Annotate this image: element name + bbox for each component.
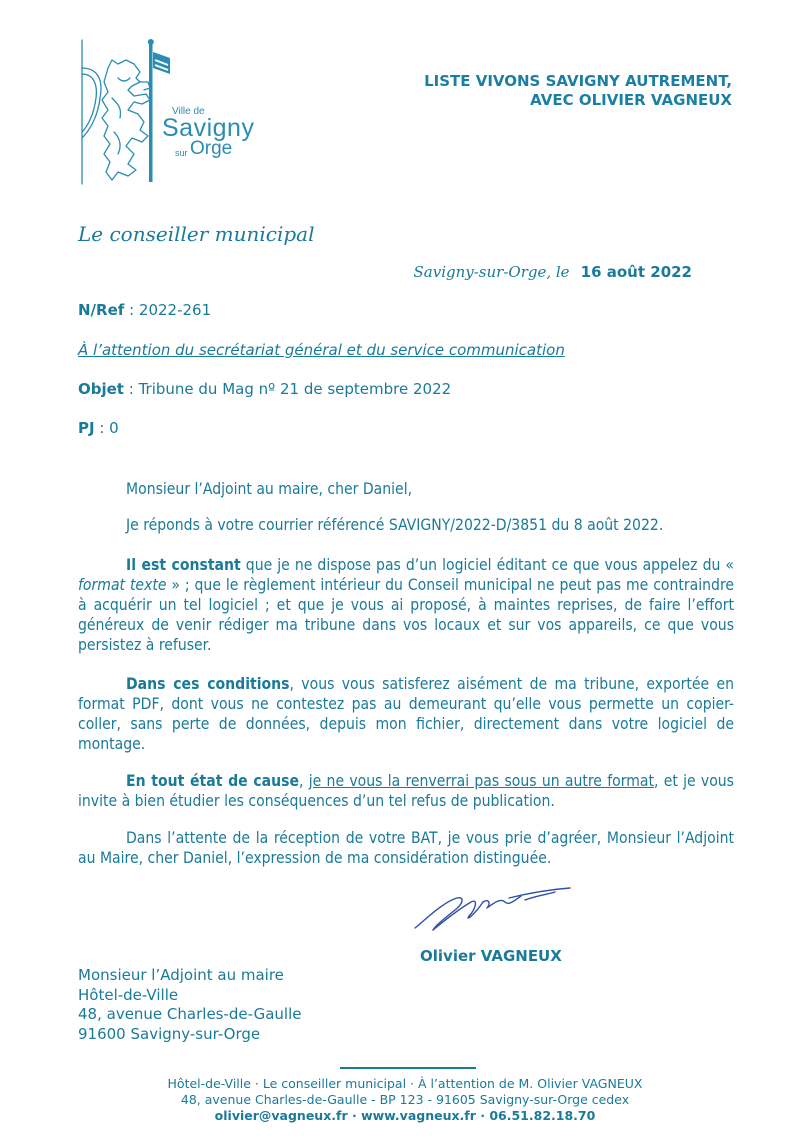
reference-line	[78, 301, 211, 319]
attachments-line	[78, 419, 119, 437]
letter-paragraph-3	[78, 674, 734, 754]
attention-line: À l’attention du secrétariat général et du service communication	[78, 341, 565, 359]
handwritten-signature	[405, 880, 580, 935]
footer-line-2: 48, avenue Charles-de-Gaulle - BP 123 - 91605 Savigny-sur-Orge cedex	[180, 1092, 630, 1107]
logo-ville-de: Ville de	[172, 106, 205, 117]
letter-paragraph-5	[78, 828, 734, 868]
attachments-value: : 0	[99, 419, 119, 437]
letter-paragraph-4	[78, 771, 734, 811]
letter-paragraph-1	[78, 515, 734, 535]
footer-contact: olivier@vagneux.fr · www.vagneux.fr · 06.51.82.18.70	[214, 1108, 596, 1123]
recipient-line-3: 48, avenue Charles-de-Gaulle	[78, 1005, 302, 1023]
salutation-text: Monsieur l’Adjoint au maire, cher Daniel,	[126, 480, 413, 498]
paragraph-2-italic: format texte	[78, 576, 167, 594]
recipient-line-2: Hôtel-de-Ville	[78, 985, 179, 1004]
paragraph-5-text: Dans l’attente de la réception de votre BAT, je vous prie d’agréer, Monsieur l’Adjoint au Maire, cher Daniel, l’expression de ma considération distinguée.	[78, 829, 734, 867]
paragraph-3-bold: Dans ces conditions	[126, 675, 290, 693]
lion-emblem-icon	[78, 38, 248, 188]
letter-paragraph-2	[78, 555, 734, 655]
recipient-address	[78, 966, 302, 1044]
paragraph-1-text: Je réponds à votre courrier référencé SAVIGNY/2022-D/3851 du 8 août 2022.	[126, 516, 664, 534]
paragraph-2-text-b: » ; que le règlement intérieur du Conseil municipal ne peut pas me contraindre à acquérir un tel logiciel ; et que je vous ai proposé, à maintes reprises, de faire l’effort généreux de venir rédiger ma tribune dans vos locaux et sur vos appareils, ce que vous persistez à refuser.	[78, 576, 734, 654]
dateline-date: 16 août 2022	[580, 263, 692, 281]
reference-value: : 2022-261	[129, 301, 212, 319]
letter-salutation	[78, 479, 734, 499]
paragraph-4-underline: je ne vous la renverrai pas sous un autre format	[308, 772, 654, 790]
recipient-line-1: Monsieur l’Adjoint au maire	[78, 966, 284, 984]
attachments-label: PJ	[78, 419, 95, 437]
subject-label: Objet	[78, 380, 124, 398]
paragraph-2-bold: Il est constant	[126, 556, 241, 574]
list-header-line2: AVEC OLIVIER VAGNEUX	[530, 91, 732, 109]
dateline	[414, 262, 693, 281]
subject-value: : Tribune du Mag nº 21 de septembre 2022	[128, 380, 452, 398]
logo-sur: sur	[175, 148, 188, 158]
paragraph-4-text: , et je vous invite à bien étudier les conséquences d’un tel refus de publication.	[78, 772, 734, 810]
footer	[0, 1076, 810, 1124]
list-header	[424, 72, 732, 110]
city-logo	[78, 38, 255, 188]
logo-orge: Orge	[190, 138, 233, 159]
dateline-place: Savigny-sur-Orge, le	[413, 263, 570, 281]
paragraph-3-text: , vous vous satisferez aisément de ma tribune, exportée en format PDF, dont vous ne contestez pas au demeurant qu’elle vous permette un copier-coller, sans perte de données, depuis mon fichier, directement dans votre logiciel de montage.	[78, 675, 734, 753]
list-header-line1: LISTE VIVONS SAVIGNY AUTREMENT,	[424, 72, 732, 90]
paragraph-4-bold: En tout état de cause	[126, 772, 300, 790]
sender-role: Le conseiller municipal	[78, 222, 315, 246]
footer-divider	[340, 1067, 476, 1069]
paragraph-2-text-a: que je ne dispose pas d’un logiciel éditant ce que vous appelez du «	[240, 556, 735, 574]
subject-line	[78, 380, 451, 398]
signer-name: Olivier VAGNEUX	[420, 947, 562, 965]
reference-label: N/Ref	[78, 301, 125, 319]
footer-line-1: Hôtel-de-Ville · Le conseiller municipal · À l’attention de M. Olivier VAGNEUX	[167, 1076, 643, 1091]
recipient-line-4: 91600 Savigny-sur-Orge	[78, 1024, 261, 1043]
paragraph-4-sep: ,	[299, 772, 309, 790]
logo-savigny: Savigny	[162, 114, 255, 142]
